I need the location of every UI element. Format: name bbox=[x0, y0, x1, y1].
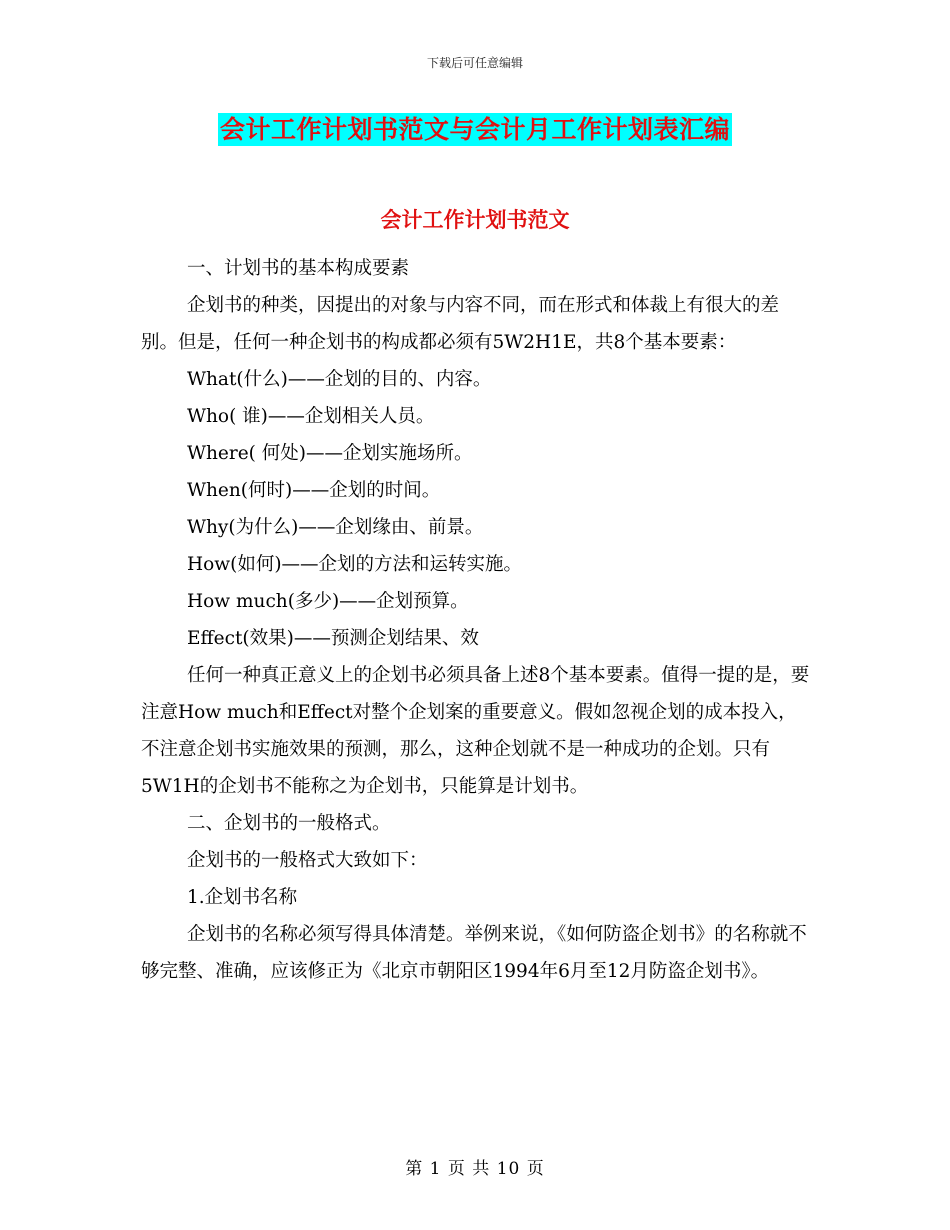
paragraph: 任何一种真正意义上的企划书必须具备上述8个基本要素。值得一提的是，要注意How much和Effect对整个企划案的重要意义。假如忽视企划的成本投入，不注意企划书实施效果的预测，那么，这种企划就不是一种成功的企划。只有5W1H的企划书不能称之为企划书，只能算是计划书。 bbox=[141, 665, 810, 797]
paragraph: Who( 谁)——企划相关人员。 bbox=[187, 406, 435, 427]
paragraph: How much(多少)——企划预算。 bbox=[187, 591, 469, 612]
paragraph: When(何时)——企划的时间。 bbox=[187, 480, 441, 501]
paragraph: 企划书的种类，因提出的对象与内容不同，而在形式和体裁上有很大的差别。但是，任何一种企划书的构成都必须有5W2H1E，共8个基本要素： bbox=[141, 295, 780, 353]
paragraph: 企划书的名称必须写得具体清楚。举例来说，《如何防盗企划书》的名称就不够完整、准确，应该修正为《北京市朝阳区1994年6月至12月防盗企划书》。 bbox=[141, 924, 807, 982]
paragraph: 企划书的一般格式大致如下： bbox=[187, 850, 428, 871]
section-title: 会计工作计划书范文 bbox=[380, 208, 570, 232]
document-title-text: 会计工作计划书范文与会计月工作计划表汇编 bbox=[219, 115, 730, 144]
paragraph: Effect(效果)——预测企划结果、效 bbox=[187, 628, 479, 649]
paragraph: 1.企划书名称 bbox=[187, 887, 298, 908]
document-title bbox=[0, 110, 950, 146]
header-note: 下载后可任意编辑 bbox=[426, 56, 523, 70]
paragraph: 一、计划书的基本构成要素 bbox=[187, 258, 410, 279]
paragraph: Where( 何处)——企划实施场所。 bbox=[187, 443, 473, 464]
page-footer: 第 1 页 共 10 页 bbox=[405, 1159, 545, 1179]
paragraph: How(如何)——企划的方法和运转实施。 bbox=[187, 554, 523, 575]
paragraph: What(什么)——企划的目的、内容。 bbox=[187, 369, 492, 390]
paragraph: 二、企划书的一般格式。 bbox=[187, 813, 391, 834]
paragraph: Why(为什么)——企划缘由、前景。 bbox=[187, 517, 484, 538]
body-text bbox=[141, 250, 811, 990]
